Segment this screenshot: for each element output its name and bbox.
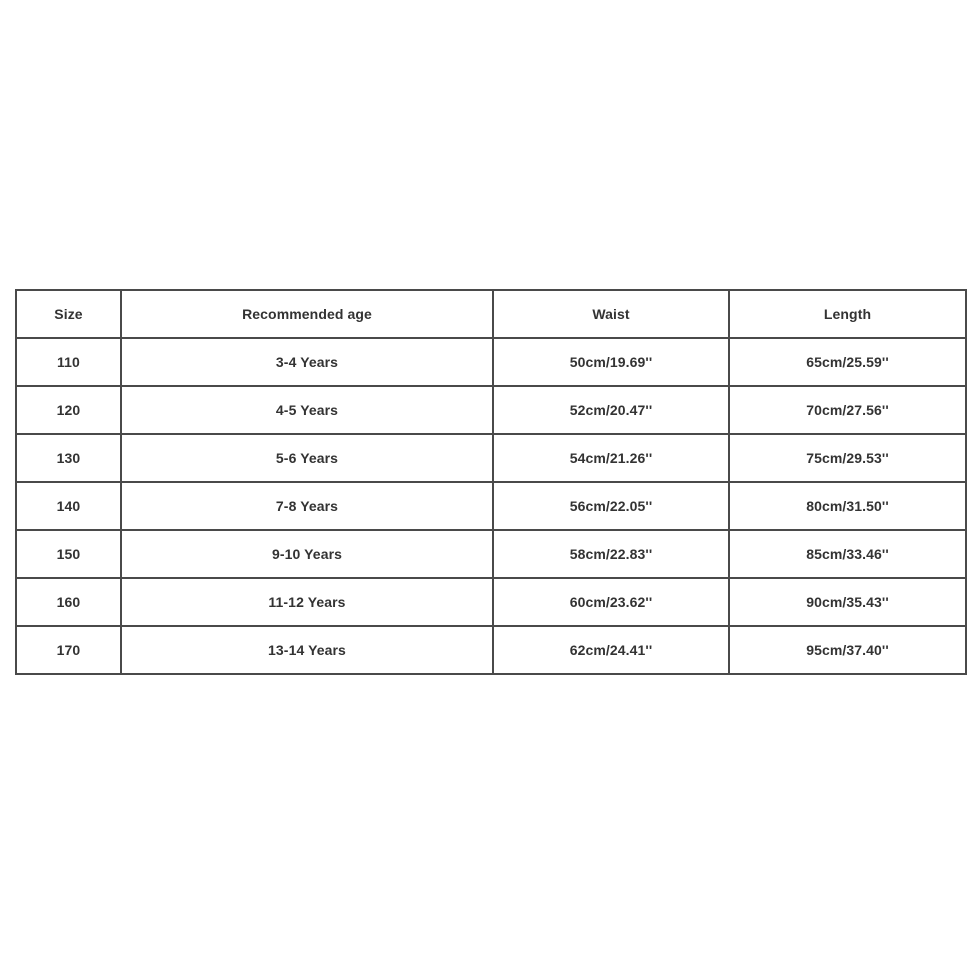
table-row <box>16 434 966 482</box>
table-row <box>16 530 966 578</box>
cell-waist: 52cm/20.47'' <box>493 386 729 434</box>
header-length: Length <box>729 290 966 338</box>
cell-waist: 56cm/22.05'' <box>493 482 729 530</box>
table-row <box>16 626 966 674</box>
table-row <box>16 386 966 434</box>
cell-length: 80cm/31.50'' <box>729 482 966 530</box>
cell-waist: 62cm/24.41'' <box>493 626 729 674</box>
cell-length: 95cm/37.40'' <box>729 626 966 674</box>
cell-waist: 58cm/22.83'' <box>493 530 729 578</box>
cell-waist: 60cm/23.62'' <box>493 578 729 626</box>
cell-length: 90cm/35.43'' <box>729 578 966 626</box>
cell-age: 7-8 Years <box>121 482 493 530</box>
table-row <box>16 338 966 386</box>
cell-age: 4-5 Years <box>121 386 493 434</box>
cell-length: 75cm/29.53'' <box>729 434 966 482</box>
cell-waist: 50cm/19.69'' <box>493 338 729 386</box>
table-body <box>16 338 966 674</box>
cell-size: 110 <box>16 338 121 386</box>
cell-size: 120 <box>16 386 121 434</box>
cell-size: 130 <box>16 434 121 482</box>
cell-length: 65cm/25.59'' <box>729 338 966 386</box>
cell-age: 11-12 Years <box>121 578 493 626</box>
cell-size: 150 <box>16 530 121 578</box>
header-recommended-age: Recommended age <box>121 290 493 338</box>
header-row <box>16 290 966 338</box>
cell-size: 140 <box>16 482 121 530</box>
table-row <box>16 482 966 530</box>
cell-waist: 54cm/21.26'' <box>493 434 729 482</box>
cell-age: 13-14 Years <box>121 626 493 674</box>
cell-size: 160 <box>16 578 121 626</box>
cell-size: 170 <box>16 626 121 674</box>
size-chart-table <box>15 289 967 675</box>
table-row <box>16 578 966 626</box>
cell-length: 85cm/33.46'' <box>729 530 966 578</box>
cell-age: 3-4 Years <box>121 338 493 386</box>
cell-length: 70cm/27.56'' <box>729 386 966 434</box>
cell-age: 5-6 Years <box>121 434 493 482</box>
cell-age: 9-10 Years <box>121 530 493 578</box>
header-size: Size <box>16 290 121 338</box>
header-waist: Waist <box>493 290 729 338</box>
table-header <box>16 290 966 338</box>
